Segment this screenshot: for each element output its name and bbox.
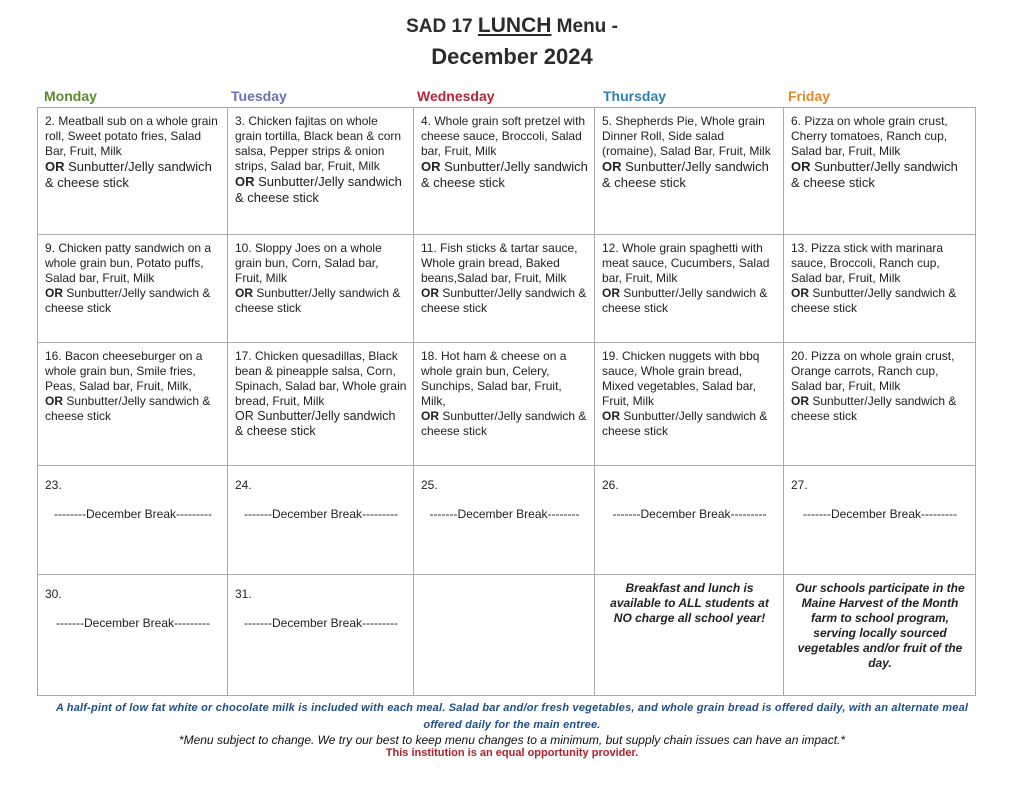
meal-alternate: Sunbutter/Jelly sandwich & cheese stick <box>602 409 768 438</box>
menu-cell <box>228 343 414 466</box>
alt-or: OR <box>421 286 439 300</box>
break-text: -------December Break--------- <box>244 616 398 630</box>
meal-main: 18. Hot ham & cheese on a whole grain bun, Celery, Sunchips, Salad bar, Fruit, Milk, <box>421 349 567 408</box>
meal-alternate: Sunbutter/Jelly sandwich & cheese stick <box>45 159 212 190</box>
meal-main: 9. Chicken patty sandwich on a whole grain bun, Potato puffs, Salad bar, Fruit, Milk <box>45 241 212 285</box>
menu-cell <box>784 343 976 466</box>
menu-title <box>0 14 1024 38</box>
header-thursday: Thursday <box>603 88 667 104</box>
empty-cell <box>414 575 595 696</box>
menu-cell <box>38 235 228 343</box>
meal-main: 17. Chicken quesadillas, Black bean & pineapple salsa, Corn, Spinach, Salad bar, Whole grain bread, Fruit, Milk <box>235 349 407 408</box>
meal-main: 11. Fish sticks & tartar sauce, Whole grain bread, Baked beans,Salad bar, Fruit, Milk <box>421 241 578 285</box>
meal-alternate: Sunbutter/Jelly sandwich & cheese stick <box>602 286 768 315</box>
break-text: -------December Break--------- <box>244 507 398 521</box>
milk-salad-note: A half-pint of low fat white or chocolate milk is included with each meal. Salad bar and/or fresh vegetables, and whole grain bread is offered daily, with an alternate meal offered daily for the main entree. <box>55 702 969 731</box>
break-cell <box>414 466 595 575</box>
break-cell <box>228 466 414 575</box>
meal-main: 10. Sloppy Joes on a whole grain bun, Corn, Salad bar, Fruit, Milk <box>235 241 382 285</box>
menu-calendar <box>37 107 976 696</box>
header-wednesday: Wednesday <box>417 88 495 104</box>
alt-or: OR <box>45 286 63 300</box>
alt-or: OR <box>791 286 809 300</box>
meal-alternate: Sunbutter/Jelly sandwich & cheese stick <box>421 409 587 438</box>
break-date: 30. <box>45 587 62 601</box>
alt-or: OR <box>602 409 620 423</box>
break-cell <box>784 466 976 575</box>
title-prefix: SAD 17 <box>406 16 478 37</box>
menu-month: December 2024 <box>431 44 593 69</box>
meal-main: 16. Bacon cheeseburger on a whole grain bun, Smile fries, Peas, Salad bar, Fruit, Milk, <box>45 349 203 393</box>
break-cell <box>595 466 784 575</box>
meal-alternate: Sunbutter/Jelly sandwich & cheese stick <box>602 159 769 190</box>
break-date: 27. <box>791 478 808 492</box>
alt-or: OR <box>45 159 65 174</box>
menu-cell <box>414 235 595 343</box>
break-text: -------December Break-------- <box>429 507 580 521</box>
break-text: --------December Break--------- <box>54 507 212 521</box>
meal-alternate: Sunbutter/Jelly sandwich & cheese stick <box>45 286 211 315</box>
meal-alternate: Sunbutter/Jelly sandwich & cheese stick <box>235 174 402 205</box>
meal-alternate: OR Sunbutter/Jelly sandwich & cheese stick <box>235 409 396 438</box>
break-date: 24. <box>235 478 252 492</box>
harvest-note: Our schools participate in the Maine Harvest of the Month farm to school program, serving locally sourced vegetables and/or fruit of the day. <box>784 575 976 696</box>
alt-or: OR <box>45 394 63 408</box>
menu-cell <box>595 235 784 343</box>
menu-cell <box>228 108 414 235</box>
alt-or: OR <box>235 174 255 189</box>
header-friday: Friday <box>788 88 831 104</box>
week-row <box>38 343 976 466</box>
free-meals-note: Breakfast and lunch is available to ALL students at NO charge all school year! <box>595 575 784 696</box>
week-row <box>38 235 976 343</box>
week-row <box>38 108 976 235</box>
meal-alternate: Sunbutter/Jelly sandwich & cheese stick <box>791 394 957 423</box>
break-text: -------December Break--------- <box>56 616 210 630</box>
break-date: 26. <box>602 478 619 492</box>
menu-cell <box>595 343 784 466</box>
meal-main: 20. Pizza on whole grain crust, Orange carrots, Ranch cup, Salad bar, Fruit, Milk <box>791 349 955 393</box>
title-suffix: Menu - <box>551 16 618 37</box>
header-tuesday: Tuesday <box>231 88 287 104</box>
alt-or: OR <box>235 286 253 300</box>
menu-cell <box>784 108 976 235</box>
menu-cell <box>38 108 228 235</box>
menu-cell <box>228 235 414 343</box>
menu-cell <box>38 343 228 466</box>
menu-cell <box>414 343 595 466</box>
meal-main: 19. Chicken nuggets with bbq sauce, Whole grain bread, Mixed vegetables, Salad bar, Fruit, Milk <box>602 349 760 408</box>
alt-or: OR <box>421 409 439 423</box>
menu-cell <box>784 235 976 343</box>
break-text: -------December Break--------- <box>803 507 957 521</box>
break-date: 23. <box>45 478 62 492</box>
meal-alternate: Sunbutter/Jelly sandwich & cheese stick <box>421 159 588 190</box>
menu-disclaimer: *Menu subject to change. We try our best to keep menu changes to a minimum, but supply chain issues can have an impact.* <box>178 733 846 747</box>
meal-main: 5. Shepherds Pie, Whole grain Dinner Roll, Side salad (romaine), Salad Bar, Fruit, Milk <box>602 114 771 158</box>
meal-alternate: Sunbutter/Jelly sandwich & cheese stick <box>235 286 401 315</box>
break-cell <box>38 466 228 575</box>
meal-alternate: Sunbutter/Jelly sandwich & cheese stick <box>421 286 587 315</box>
meal-main: 6. Pizza on whole grain crust, Cherry tomatoes, Ranch cup, Salad bar, Fruit, Milk <box>791 114 948 158</box>
meal-main: 13. Pizza stick with marinara sauce, Broccoli, Ranch cup, Salad bar, Fruit, Milk <box>791 241 944 285</box>
week-row <box>38 466 976 575</box>
meal-alternate: Sunbutter/Jelly sandwich & cheese stick <box>791 286 957 315</box>
title-lunch: LUNCH <box>477 14 552 37</box>
meal-main: 2. Meatball sub on a whole grain roll, Sweet potato fries, Salad Bar, Fruit, Milk <box>45 114 218 158</box>
equal-opportunity-statement: This institution is an equal opportunity provider. <box>385 747 639 759</box>
meal-alternate: Sunbutter/Jelly sandwich & cheese stick <box>791 159 958 190</box>
header-monday: Monday <box>44 88 97 104</box>
alt-or: OR <box>602 159 622 174</box>
alt-or: OR <box>791 394 809 408</box>
week-row <box>38 575 976 696</box>
meal-alternate: Sunbutter/Jelly sandwich & cheese stick <box>45 394 211 423</box>
alt-or: OR <box>421 159 441 174</box>
alt-or: OR <box>602 286 620 300</box>
break-date: 31. <box>235 587 252 601</box>
break-date: 25. <box>421 478 438 492</box>
break-text: -------December Break--------- <box>612 507 767 521</box>
menu-cell <box>595 108 784 235</box>
meal-main: 12. Whole grain spaghetti with meat sauce, Cucumbers, Salad bar, Fruit, Milk <box>602 241 770 285</box>
break-cell <box>228 575 414 696</box>
alt-or: OR <box>791 159 811 174</box>
meal-main: 4. Whole grain soft pretzel with cheese sauce, Broccoli, Salad bar, Fruit, Milk <box>421 114 586 158</box>
meal-main: 3. Chicken fajitas on whole grain tortilla, Black bean & corn salsa, Pepper strips & onion strips, Salad bar, Fruit, Milk <box>235 114 402 173</box>
menu-cell <box>414 108 595 235</box>
break-cell <box>38 575 228 696</box>
